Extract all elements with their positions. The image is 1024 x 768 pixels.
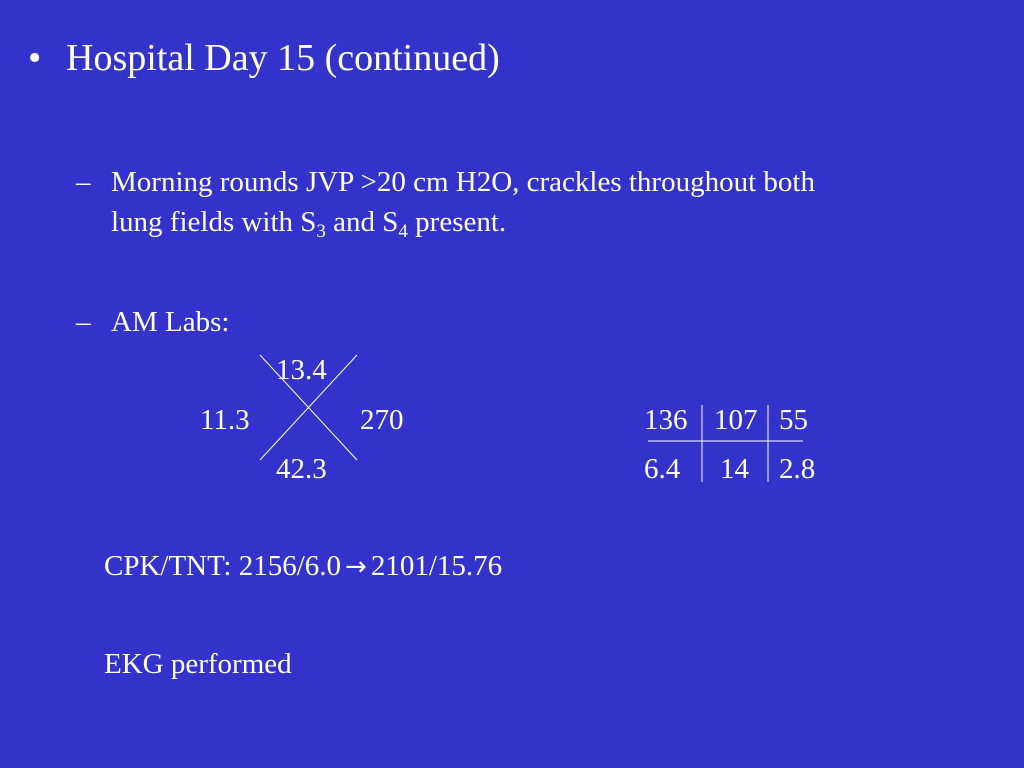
cbc-wbc: 11.3 — [200, 404, 250, 436]
cbc-hemoglobin: 13.4 — [276, 354, 327, 386]
cbc-platelets: 270 — [360, 404, 404, 436]
s3-subscript: 3 — [316, 221, 326, 242]
bmp-creatinine: 2.8 — [779, 453, 816, 485]
cbc-hematocrit: 42.3 — [276, 453, 327, 485]
cardiac-later: 2101/15.76 — [370, 550, 503, 582]
dash-marker: – — [76, 166, 91, 198]
line2-part-a: lung fields with S — [111, 206, 317, 238]
ekg-note: EKG performed — [104, 648, 292, 680]
bmp-bicarbonate: 14 — [720, 453, 749, 485]
cardiac-enzymes-line — [104, 549, 502, 584]
bmp-sodium: 136 — [644, 404, 688, 436]
right-arrow-icon: → — [345, 552, 367, 582]
dash-marker: – — [76, 306, 91, 338]
morning-rounds-line1: Morning rounds JVP >20 cm H2O, crackles throughout both — [111, 166, 815, 198]
s4-subscript: 4 — [398, 221, 408, 242]
line2-part-b: and S — [325, 206, 399, 238]
title-text: Hospital Day 15 (continued) — [66, 37, 500, 79]
title-bullet: • — [28, 37, 42, 79]
cardiac-initial: CPK/TNT: 2156/6.0 — [104, 550, 342, 582]
line2-part-c: present. — [407, 206, 507, 238]
am-labs-label: AM Labs: — [111, 306, 230, 338]
bmp-chloride: 107 — [714, 404, 758, 436]
bmp-bun: 55 — [779, 404, 808, 436]
bmp-potassium: 6.4 — [644, 453, 681, 485]
